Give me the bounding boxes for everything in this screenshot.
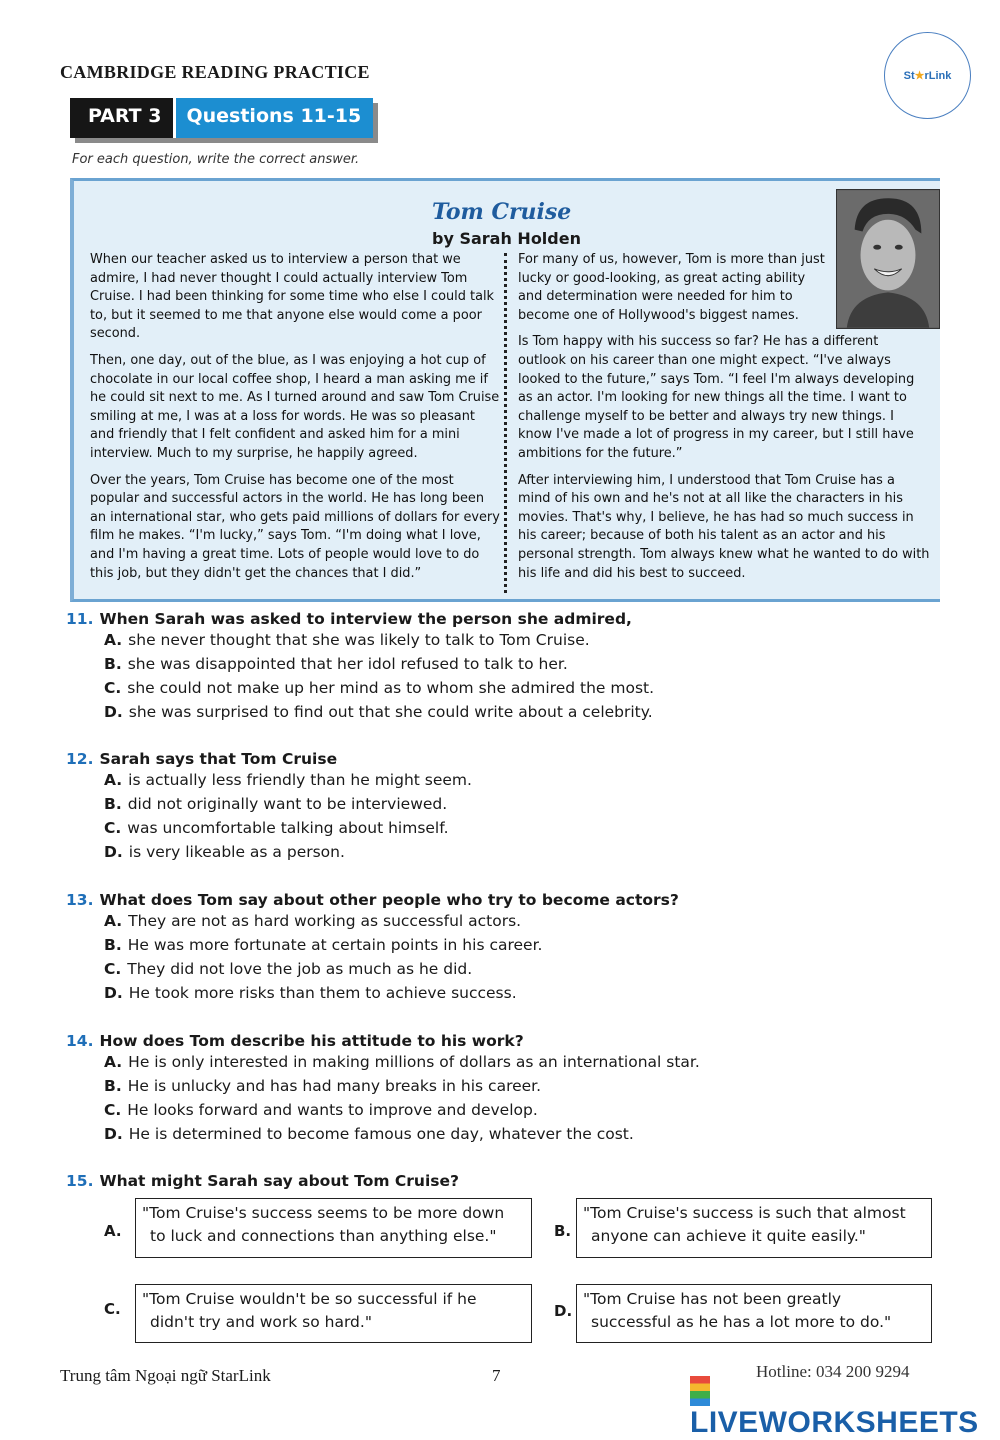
questions-range-label: Questions 11-15 — [173, 98, 373, 138]
question-12 — [66, 750, 472, 864]
page-header-title: CAMBRIDGE READING PRACTICE — [60, 62, 370, 82]
question-stem: Sarah says that Tom Cruise — [99, 750, 338, 768]
answer-option[interactable]: D. He is determined to become famous one day, whatever the cost. — [104, 1125, 634, 1143]
instruction-text: For each question, write the correct answer. — [72, 152, 360, 167]
answer-option[interactable]: A. They are not as hard working as successful actors. — [104, 912, 522, 930]
article-byline: by Sarah Holden — [432, 229, 581, 248]
logo-text: St★rLink — [903, 70, 952, 82]
article-paragraph: After interviewing him, I understood that Tom Cruise has a mind of his own and he's not at all like the characters in his movies. That's why, I believe, he has had so much success in his career; because of both his talent as an actor and his personal strength. Tom always knew what he wanted to do with his life and did his best to succeed. — [518, 472, 930, 581]
question-number: 12. — [66, 750, 94, 768]
answer-option[interactable]: D. He took more risks than them to achieve success. — [104, 984, 517, 1002]
page-number: 7 — [492, 1366, 501, 1385]
column-divider — [504, 253, 507, 593]
question-number: 15. — [66, 1172, 94, 1190]
star-icon: ★ — [914, 70, 925, 82]
question-stem: How does Tom describe his attitude to his work? — [99, 1032, 524, 1050]
question-number: 14. — [66, 1032, 94, 1050]
q15-option-c-box[interactable]: "Tom Cruise wouldn't be so successful if he didn't try and work so hard." — [135, 1284, 532, 1343]
option-letter-a: A. — [104, 1222, 122, 1240]
live-badge-icon — [690, 1376, 710, 1406]
part-banner — [70, 98, 373, 138]
article-paragraph: Is Tom happy with his success so far? He has a different outlook on his career than one might expect. “I've always looked to the future,” says Tom. “I feel I'm always developing as an actor. I'm looking for new things all the time. I want to challenge myself to be better and always try new things. I know I've made a lot of progress in my career, but I still have ambitions for the future.” — [518, 334, 915, 461]
starlink-logo — [884, 32, 971, 119]
question-15 — [66, 1172, 459, 1190]
answer-option[interactable]: D. is very likeable as a person. — [104, 843, 345, 861]
article-paragraph: For many of us, however, Tom is more than just lucky or good-looking, as great acting ability and determination were needed for him to become one of Hollywood's biggest names. — [518, 252, 825, 323]
question-13 — [66, 891, 679, 1005]
answer-option[interactable]: B. He was more fortunate at certain points in his career. — [104, 936, 543, 954]
answer-option[interactable]: B. He is unlucky and has had many breaks in his career. — [104, 1077, 542, 1095]
footer-hotline: Hotline: 034 200 9294 — [756, 1362, 910, 1381]
question-number: 11. — [66, 610, 94, 628]
question-number: 13. — [66, 891, 94, 909]
question-stem: When Sarah was asked to interview the person she admired, — [99, 610, 632, 628]
answer-option[interactable]: D. she was surprised to find out that she could write about a celebrity. — [104, 703, 653, 721]
answer-option[interactable]: C. They did not love the job as much as he did. — [104, 960, 473, 978]
answer-option[interactable]: B. she was disappointed that her idol refused to talk to her. — [104, 655, 568, 673]
answer-option[interactable]: A. is actually less friendly than he might seem. — [104, 771, 472, 789]
q15-option-d-box[interactable]: "Tom Cruise has not been greatly successful as he has a lot more to do." — [576, 1284, 932, 1343]
article-paragraph: Over the years, Tom Cruise has become one of the most popular and successful actors in the world. He has long been an international star, who gets paid millions of dollars for every film he makes. “I'm lucky,” says Tom. “I'm doing what I love, and I'm having a great time. Lots of people would love to do this job, but they didn't get the chances that I did.” — [90, 472, 500, 581]
article-right-column — [518, 251, 930, 591]
reading-article — [70, 178, 940, 602]
answer-option[interactable]: C. was uncomfortable talking about himself. — [104, 819, 449, 837]
question-11 — [66, 610, 654, 724]
answer-option[interactable]: A. she never thought that she was likely to talk to Tom Cruise. — [104, 631, 590, 649]
answer-option[interactable]: B. did not originally want to be interviewed. — [104, 795, 448, 813]
question-stem: What might Sarah say about Tom Cruise? — [99, 1172, 459, 1190]
footer-center-name: Trung tâm Ngoại ngữ StarLink — [60, 1366, 271, 1385]
answer-option[interactable]: A. He is only interested in making millions of dollars as an international star. — [104, 1053, 700, 1071]
answer-option[interactable]: C. He looks forward and wants to improve and develop. — [104, 1101, 538, 1119]
answer-option[interactable]: C. she could not make up her mind as to whom she admired the most. — [104, 679, 655, 697]
liveworksheets-logo: LIVEWORKSHEETS — [690, 1372, 1000, 1440]
article-paragraph: Then, one day, out of the blue, as I was enjoying a hot cup of chocolate in our local coffee shop, I heard a man asking me if he could sit next to me. As I turned around and saw Tom Cruise smiling at me, I was at a loss for words. He was so pleasant and friendly that I felt confident and asked him for a mini interview. Much to my surprise, he happily agreed. — [90, 352, 500, 461]
article-left-column — [90, 251, 500, 591]
article-paragraph: When our teacher asked us to interview a person that we admire, I had never thought I could actually interview Tom Cruise. I had been thinking for some time who else I could talk to, but it seemed to me that anyone else would come a poor second. — [90, 252, 495, 342]
option-letter-c: C. — [104, 1300, 121, 1318]
option-letter-b: B. — [554, 1222, 572, 1240]
q15-option-a-box[interactable]: "Tom Cruise's success seems to be more down to luck and connections than anything else." — [135, 1198, 532, 1258]
question-14 — [66, 1032, 700, 1146]
article-title: Tom Cruise — [432, 199, 572, 225]
part-label: PART 3 — [70, 98, 173, 138]
option-letter-d: D. — [554, 1302, 573, 1320]
q15-option-b-box[interactable]: "Tom Cruise's success is such that almost anyone can achieve it quite easily." — [576, 1198, 932, 1258]
question-stem: What does Tom say about other people who try to become actors? — [99, 891, 679, 909]
